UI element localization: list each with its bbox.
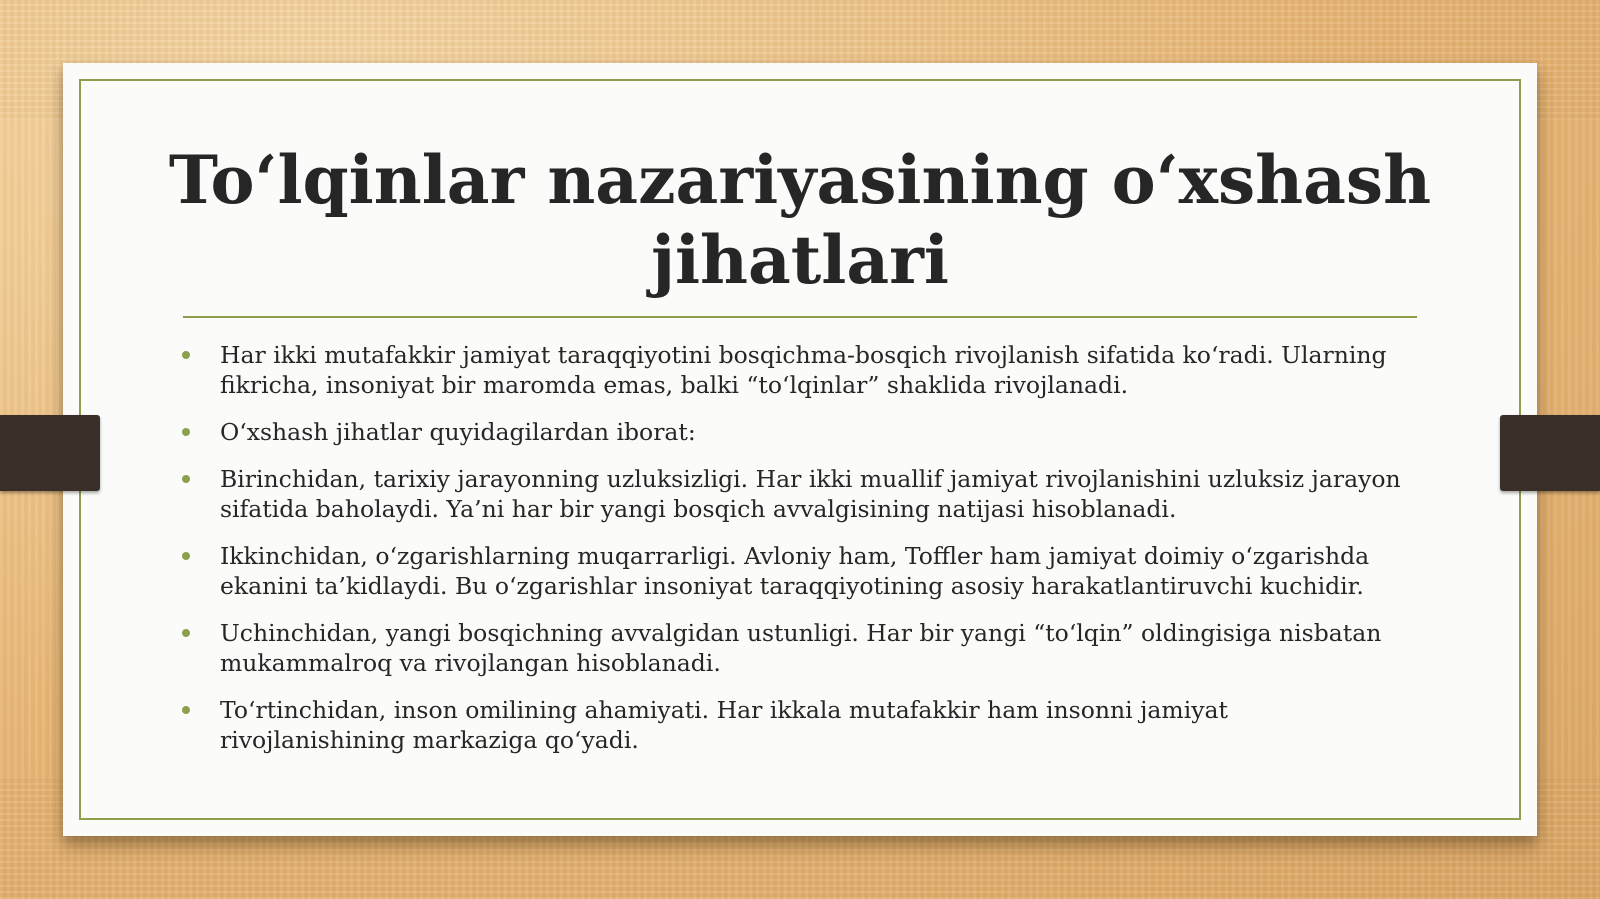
bullet-dot-icon	[182, 475, 190, 483]
left-binder-clip	[0, 415, 100, 491]
bullet-item	[180, 340, 1420, 400]
bullet-text: To‘rtinchidan, inson omilining ahamiyati. Har ikkala mutafakkir ham insonni jamiyat rivojlanishining markaziga qo‘yadi.	[220, 696, 1228, 754]
bullet-text: Ikkinchidan, o‘zgarishlarning muqarrarligi. Avloniy ham, Toffler ham jamiyat doimiy o‘zgarishda ekanini ta’kidlaydi. Bu o‘zgarishlar insoniyat taraqqiyotining asosiy harakatlantiruvchi kuchidir.	[220, 542, 1370, 600]
slide-title: To‘lqinlar nazariyasining o‘xshash jihatlari	[168, 141, 1432, 299]
bullet-dot-icon	[182, 629, 190, 637]
bullet-dot-icon	[182, 552, 190, 560]
bullet-text: Uchinchidan, yangi bosqichning avvalgidan ustunligi. Har bir yangi “to‘lqin” oldingisiga nisbatan mukammalroq va rivojlangan hisoblanadi.	[220, 619, 1382, 677]
bullet-text: O‘xshash jihatlar quyidagilardan iborat:	[220, 418, 696, 446]
bullet-item	[180, 541, 1420, 601]
bullet-item	[180, 618, 1420, 678]
bullet-item	[180, 695, 1420, 755]
bullet-text: Birinchidan, tarixiy jarayonning uzluksizligi. Har ikki muallif jamiyat rivojlanishini uzluksiz jarayon sifatida baholaydi. Ya’ni har bir yangi bosqich avvalgisining natijasi hisoblanadi.	[220, 465, 1401, 523]
bullet-dot-icon	[182, 706, 190, 714]
bullet-item	[180, 417, 1420, 447]
bullet-item	[180, 464, 1420, 524]
title-divider	[183, 316, 1417, 318]
bullet-text: Har ikki mutafakkir jamiyat taraqqiyotini bosqichma-bosqich rivojlanish sifatida ko‘radi. Ularning fikricha, insoniyat bir maromda emas, balki “to‘lqinlar” shaklida rivojlanadi.	[220, 341, 1387, 399]
bullet-dot-icon	[182, 351, 190, 359]
bullet-list	[180, 340, 1420, 772]
bullet-dot-icon	[182, 428, 190, 436]
right-binder-clip	[1500, 415, 1600, 491]
